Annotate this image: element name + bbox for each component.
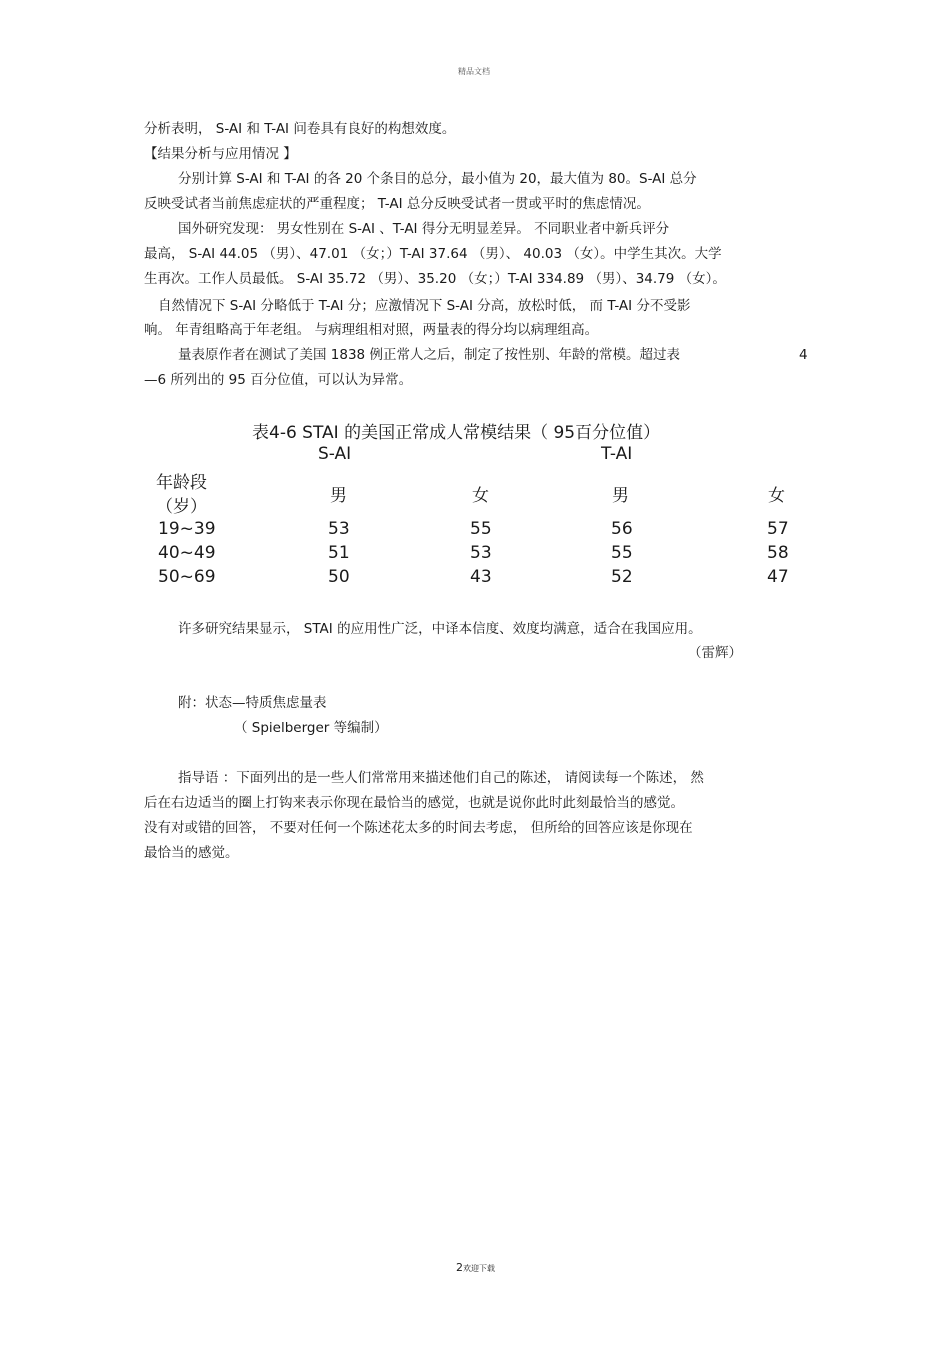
appendix-subtitle: （ Spielberger 等编制） (234, 720, 388, 736)
table-age-unit: （岁） (156, 497, 207, 517)
table-cell: 52 (611, 567, 633, 587)
section-title: 【结果分析与应用情况 】 (144, 146, 297, 162)
paragraph-line: 响。 年青组略高于年老组。 与病理组相对照，两量表的得分均以病理组高。 (144, 322, 599, 338)
paragraph-line: 生再次。工作人员最低。 S-AI 35.72 （男）、35.20 （女；）T-AI 334.89 （男）、34.79 （女）。 (144, 271, 726, 287)
table-cell: 55 (611, 543, 633, 563)
table-group-header-tai: T-AI (601, 444, 633, 464)
appendix-title: 附：状态—特质焦虑量表 (178, 695, 327, 711)
table-cell: 43 (470, 567, 492, 587)
page-footer (456, 1261, 495, 1274)
table-cell: 40~49 (158, 543, 216, 563)
paragraph-line: 国外研究发现： 男女性别在 S-AI 、T-AI 得分无明显差异。 不同职业者中新兵评分 (178, 221, 670, 237)
page-number: 2 (456, 1261, 463, 1274)
table-cell: 47 (767, 567, 789, 587)
page-header: 精品文档 (458, 67, 490, 76)
table-col-header: 女 (768, 486, 785, 506)
paragraph-line: 自然情况下 S-AI 分略低于 T-AI 分；应激情况下 S-AI 分高，放松时低， 而 T-AI 分不受影 (158, 298, 691, 314)
table-col-header: 男 (330, 486, 347, 506)
table-cell: 50~69 (158, 567, 216, 587)
table-cell: 53 (328, 519, 350, 539)
table-col-header: 女 (472, 486, 489, 506)
instruction-line: 后在右边适当的圈上打钩来表示你现在最恰当的感觉，也就是说你此时此刻最恰当的感觉。 (144, 795, 684, 811)
table-group-header-sai: S-AI (318, 444, 352, 464)
paragraph-line: 许多研究结果显示， STAI 的应用性广泛，中译本信度、效度均满意，适合在我国应用。 (178, 621, 702, 637)
table-title: 表4-6 STAI 的美国正常成人常模结果（ 95百分位值） (252, 423, 661, 443)
instruction-line: 没有对或错的回答， 不要对任何一个陈述花太多的时间去考虑， 但所给的回答应该是你现在 (144, 820, 693, 836)
paragraph-line: 量表原作者在测试了美国 1838 例正常人之后，制定了按性别、年龄的常模。超过表 (178, 347, 680, 363)
paragraph-line: 反映受试者当前焦虑症状的严重程度； T-AI 总分反映受试者一贯或平时的焦虑情况。 (144, 196, 650, 212)
table-cell: 56 (611, 519, 633, 539)
table-cell: 50 (328, 567, 350, 587)
instruction-line: 指导语 ：下面列出的是一些人们常常用来描述他们自己的陈述， 请阅读每一个陈述， 然 (178, 770, 704, 786)
paragraph-line: 分别计算 S-AI 和 T-AI 的各 20 个条目的总分，最小值为 20，最大值为 80。S-AI 总分 (178, 171, 697, 187)
paragraph-line: 最高， S-AI 44.05 （男）、47.01 （女；）T-AI 37.64 （男）、 40.03 （女）。中学生其次。大学 (144, 246, 722, 262)
table-col-header: 男 (612, 486, 629, 506)
table-cell: 53 (470, 543, 492, 563)
paragraph-line: 分析表明， S-AI 和 T-AI 问卷具有良好的构想效度。 (144, 121, 456, 137)
paragraph-line: —6 所列出的 95 百分位值，可以认为异常。 (144, 372, 413, 388)
table-cell: 58 (767, 543, 789, 563)
table-cell: 55 (470, 519, 492, 539)
footer-text: 欢迎下载 (463, 1264, 495, 1273)
table-age-header: 年龄段 (156, 473, 207, 493)
table-cell: 51 (328, 543, 350, 563)
table-cell: 19~39 (158, 519, 216, 539)
table-cell: 57 (767, 519, 789, 539)
paragraph-line-tail: 4 (799, 347, 808, 363)
author-credit: （雷辉） (688, 645, 742, 661)
instruction-line: 最恰当的感觉。 (144, 845, 239, 861)
